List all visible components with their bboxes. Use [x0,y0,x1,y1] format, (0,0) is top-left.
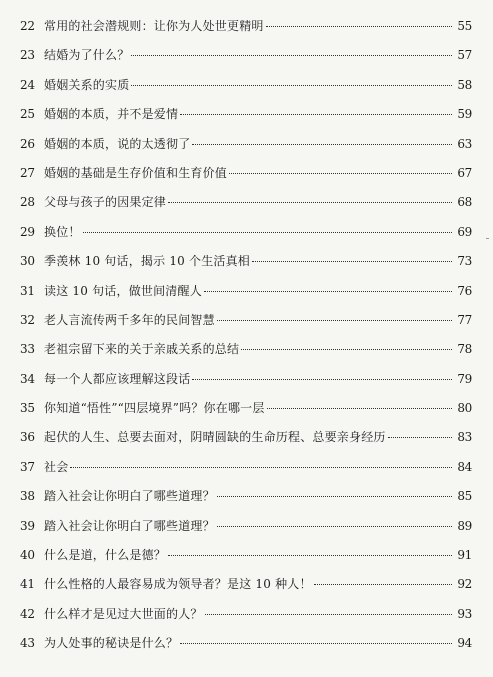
entry-title: 每一个人都应该理解这段话 [44,371,191,386]
entry-title: 婚姻的本质，并不是爱情 [44,107,179,122]
entry-number: 34 [20,371,35,386]
entry-number: 36 [20,430,35,445]
dot-leader [205,614,452,615]
toc-entry[interactable] [20,18,472,47]
toc-entry[interactable] [20,283,472,312]
entry-page-number: 63 [457,136,472,151]
entry-page-number: 59 [457,107,472,122]
entry-title: 踏入社会让你明白了哪些道理？ [44,489,215,504]
toc-entry[interactable] [20,518,472,547]
toc-entry[interactable] [20,224,472,253]
entry-title: 什么性格的人最容易成为领导者？是这 10 种人！ [44,577,312,592]
toc-entry[interactable] [20,312,472,341]
entry-page-number: 78 [457,342,472,357]
entry-page-number: 69 [457,224,472,239]
entry-number: 30 [20,254,35,269]
toc-entry[interactable] [20,341,472,370]
entry-number: 29 [20,224,35,239]
entry-title: 为人处事的秘诀是什么？ [44,636,179,651]
entry-page-number: 92 [457,577,472,592]
entry-number: 41 [20,577,35,592]
entry-page-number: 58 [457,77,472,92]
dot-leader [217,496,452,497]
toc-entry[interactable] [20,400,472,429]
toc-entry[interactable] [20,106,472,135]
dot-leader [168,555,452,556]
toc-entry[interactable] [20,429,472,458]
toc-entry[interactable] [20,136,472,165]
entry-title: 老人言流传两千多年的民间智慧 [44,312,215,327]
dot-leader [241,349,452,350]
entry-number: 33 [20,342,35,357]
entry-title: 婚姻的基础是生存价值和生育价值 [44,165,228,180]
entry-number: 42 [20,606,35,621]
dot-leader [217,320,452,321]
entry-title: 起伏的人生、总要去面对，阴晴圆缺的生命历程、总要亲身经历 [44,430,386,445]
dot-leader [266,26,452,27]
entry-title: 婚姻的本质，说的太透彻了 [44,136,191,151]
entry-title: 季羡林 10 句话，揭示 10 个生活真相 [44,254,250,269]
entry-number: 35 [20,401,35,416]
entry-page-number: 55 [457,19,472,33]
entry-page-number: 80 [457,401,472,416]
dot-leader [314,584,452,585]
entry-title: 什么样才是见过大世面的人？ [44,606,203,621]
entry-page-number: 76 [457,283,472,298]
entry-page-number: 91 [457,548,472,563]
entry-title: 老祖宗留下来的关于亲戚关系的总结 [44,342,240,357]
page-edge-mark [486,238,489,239]
entry-number: 24 [20,77,35,92]
toc-entry[interactable] [20,606,472,635]
entry-page-number: 57 [457,48,472,63]
entry-title: 什么是道，什么是德？ [44,548,167,563]
entry-page-number: 94 [457,636,472,651]
entry-page-number: 79 [457,371,472,386]
entry-number: 32 [20,312,35,327]
entry-number: 40 [20,548,35,563]
entry-number: 25 [20,107,35,122]
dot-leader [83,232,452,233]
entry-number: 31 [20,283,35,298]
entry-title: 读这 10 句话，做世间清醒人 [44,283,202,298]
entry-page-number: 84 [457,459,472,474]
entry-page-number: 85 [457,489,472,504]
entry-title: 常用的社会潜规则：让你为人处世更精明 [44,19,264,33]
entry-number: 28 [20,195,35,210]
entry-number: 38 [20,489,35,504]
entry-title: 换位！ [44,224,81,239]
entry-title: 结婚为了什么？ [44,48,130,63]
entry-number: 23 [20,48,35,63]
dot-leader [180,643,452,644]
dot-leader [180,114,452,115]
toc-entry[interactable] [20,488,472,517]
entry-title: 社会 [44,459,69,474]
toc-entry[interactable] [20,47,472,76]
entry-number: 27 [20,165,35,180]
dot-leader [192,144,452,145]
entry-title: 踏入社会让你明白了哪些道理？ [44,518,215,533]
dot-leader [131,55,452,56]
toc-entry[interactable] [20,371,472,400]
dot-leader [388,437,452,438]
entry-number: 39 [20,518,35,533]
entry-title: 你知道“悟性”“四层境界”吗？你在哪一层 [44,401,265,416]
dot-leader [192,379,452,380]
toc-entry[interactable] [20,459,472,488]
entry-page-number: 83 [457,430,472,445]
entry-title: 婚姻关系的实质 [44,77,130,92]
toc-entry[interactable] [20,165,472,194]
toc-entry[interactable] [20,635,472,664]
entry-page-number: 68 [457,195,472,210]
entry-number: 43 [20,636,35,651]
toc-entry[interactable] [20,253,472,282]
dot-leader [229,173,452,174]
dot-leader [204,291,452,292]
dot-leader [217,526,452,527]
dot-leader [168,202,452,203]
entry-number: 22 [20,19,35,33]
toc-entry[interactable] [20,77,472,106]
entry-title: 父母与孩子的因果定律 [44,195,167,210]
entry-page-number: 77 [457,312,472,327]
dot-leader [267,408,452,409]
dot-leader [131,85,452,86]
entry-page-number: 93 [457,606,472,621]
table-of-contents [20,18,472,665]
dot-leader [252,261,452,262]
entry-number: 26 [20,136,35,151]
toc-entry[interactable] [20,194,472,223]
entry-page-number: 67 [457,165,472,180]
dot-leader [70,467,452,468]
entry-page-number: 73 [457,254,472,269]
entry-page-number: 89 [457,518,472,533]
toc-entry[interactable] [20,576,472,605]
entry-number: 37 [20,459,35,474]
toc-entry[interactable] [20,547,472,576]
